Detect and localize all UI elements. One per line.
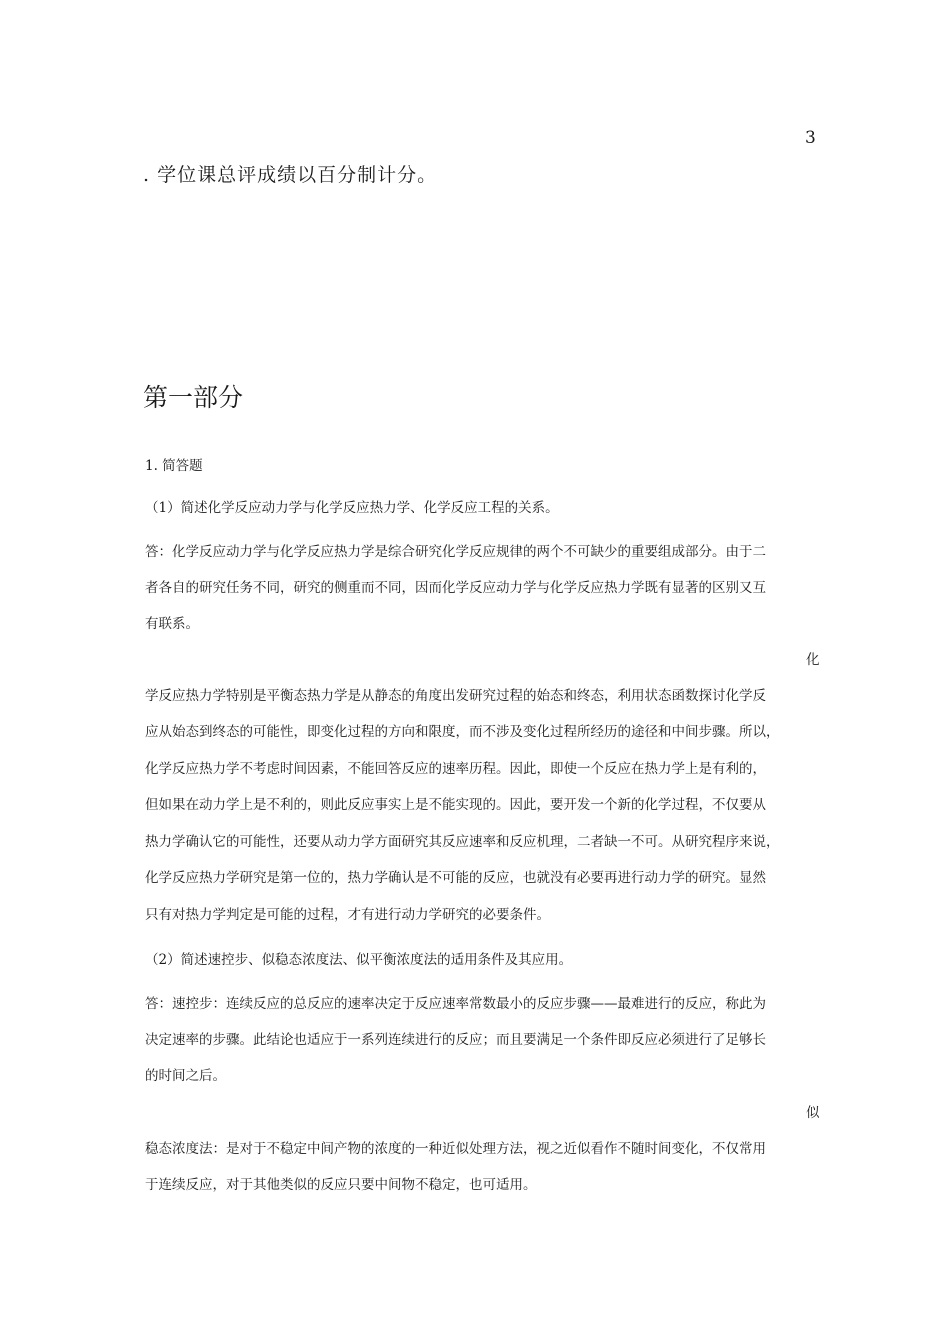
answer-2-line: 决定速率的步骤。此结论也适应于一系列连续进行的反应；而且要满足一个条件即反应必须进行了足够长 xyxy=(145,1032,766,1048)
page-number: 3 xyxy=(805,128,816,148)
answer-1b-line: 学反应热力学特别是平衡态热力学是从静态的角度出发研究过程的始态和终态，利用状态函数探讨化学反 xyxy=(145,688,766,704)
section-heading: 1. 简答题 xyxy=(145,458,203,474)
answer-1b-line: 应从始态到终态的可能性，即变化过程的方向和限度，而不涉及变化过程所经历的途径和中间步骤。所以， xyxy=(145,724,780,740)
answer-1b-line: 化学反应热力学研究是第一位的，热力学确认是不可能的反应，也就没有必要再进行动力学的研究。显然 xyxy=(145,870,766,886)
answer-2b-line: 稳态浓度法：是对于不稳定中间产物的浓度的一种近似处理方法，视之近似看作不随时间变化，不仅常用 xyxy=(145,1141,766,1157)
answer-1-line: 者各自的研究任务不同，研究的侧重而不同，因而化学反应动力学与化学反应热力学既有显著的区别又互 xyxy=(145,580,766,596)
answer-1-wrap-char: 化 xyxy=(806,652,820,668)
part-title: 第一部分 xyxy=(143,383,244,412)
answer-1b-line: 只有对热力学判定是可能的过程，才有进行动力学研究的必要条件。 xyxy=(145,907,550,923)
question-1: （1）简述化学反应动力学与化学反应热力学、化学反应工程的关系。 xyxy=(145,500,559,516)
answer-2-wrap-char: 似 xyxy=(806,1105,820,1121)
answer-2-line: 答：速控步：连续反应的总反应的速率决定于反应速率常数最小的反应步骤——最难进行的反应，称此为 xyxy=(145,996,766,1012)
answer-1b-line: 热力学确认它的可能性，还要从动力学方面研究其反应速率和反应机理，二者缺一不可。从研究程序来说， xyxy=(145,834,780,850)
answer-1-line: 有联系。 xyxy=(145,616,199,632)
answer-2b-line: 于连续反应，对于其他类似的反应只要中间物不稳定，也可适用。 xyxy=(145,1177,537,1193)
question-2: （2）简述速控步、似稳态浓度法、似平衡浓度法的适用条件及其应用。 xyxy=(145,952,573,968)
answer-1b-line: 但如果在动力学上是不利的，则此反应事实上是不能实现的。因此，要开发一个新的化学过程，不仅要从 xyxy=(145,797,766,813)
answer-1-line: 答：化学反应动力学与化学反应热力学是综合研究化学反应规律的两个不可缺少的重要组成部分。由于二 xyxy=(145,544,766,560)
answer-2-line: 的时间之后。 xyxy=(145,1068,226,1084)
rule-line: . 学位课总评成绩以百分制计分。 xyxy=(143,164,438,186)
answer-1b-line: 化学反应热力学不考虑时间因素，不能回答反应的速率历程。因此，即使一个反应在热力学上是有利的， xyxy=(145,761,766,777)
